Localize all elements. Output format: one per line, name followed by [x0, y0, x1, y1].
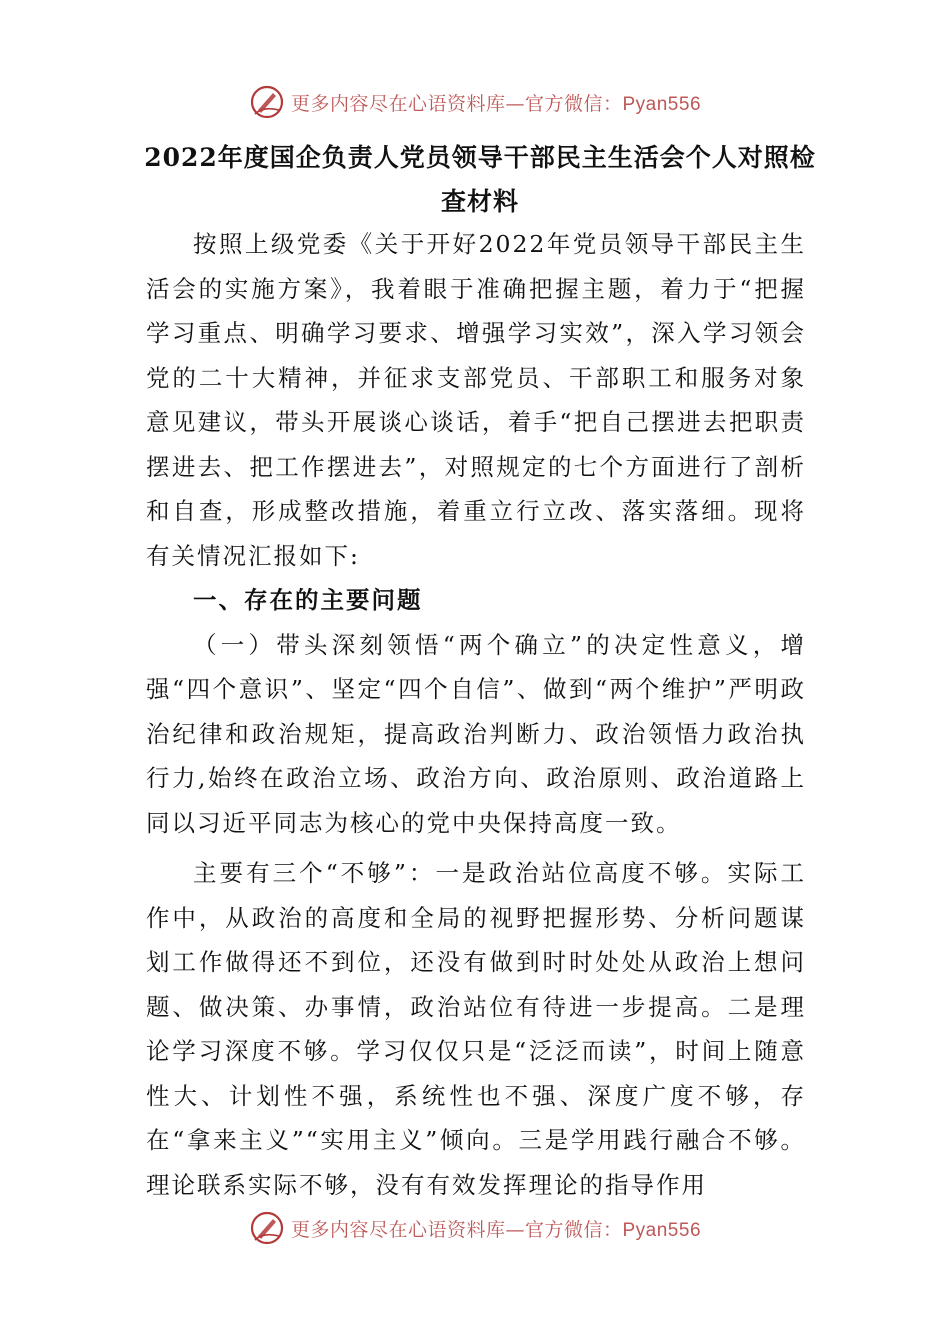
watermark-id: Pyan556 — [622, 93, 702, 115]
subsection-paragraph — [146, 623, 806, 846]
watermark-banner-bottom — [0, 1208, 950, 1248]
pen-logo-icon — [249, 1210, 285, 1246]
watermark-text: 更多内容尽在心语资料库—官方微信： — [290, 1218, 623, 1241]
document-title: 2022年度国企负责人党员领导干部民主生活会个人对照检查材料 — [144, 143, 816, 216]
intro-paragraph: 按照上级党委《关于开好2022年党员领导干部民主生活会的实施方案》，我着眼于准确把握主题，着力于“把握学习重点、明确学习要求、增强学习实效”，深入学习领会党的二十大精神，并征求支部党员、干部职工和服务对象意见建议，带头开展谈心谈话，着手“把自己摆进去把职责摆进去、把工作摆进去”，对照规定的七个方面进行了剖析和自查，形成整改措施，着重立行立改、落实落细。现将有关情况汇报如下: — [146, 230, 806, 570]
problems-paragraph: 主要有三个“不够”：一是政治站位高度不够。实际工作中，从政治的高度和全局的视野把握形势、分析问题谋划工作做得还不到位，还没有做到时时处处从政治上想问题、做决策、办事情，政治站位有待进一步提高。二是理论学习深度不够。学习仅仅只是“泛泛而读”，时间上随意性大、计划性不强，系统性也不强、深度广度不够，存在“拿来主义”“实用主义”倾向。三是学用践行融合不够。理论联系实际不够，没有有效发挥理论的指导作用 — [146, 859, 806, 1199]
watermark-banner-top — [0, 82, 950, 122]
watermark-id: Pyan556 — [622, 1219, 702, 1241]
document-body — [146, 222, 806, 1207]
pen-logo-icon — [249, 84, 285, 120]
subsection-heading: （一）带头深刻领悟“两个确立”的决定性意义，增强“四个意识”、坚定“四个自信”、做到“两个维护” — [146, 630, 806, 703]
subsection-text: 严明政治纪律和政治规矩，提高政治判断力、政治领悟力政治执行力,始终在政治立场、政治方向、政治原则、政治道路上同以习近平同志为核心的党中央保持高度一致。 — [146, 675, 807, 837]
watermark-text: 更多内容尽在心语资料库—官方微信： — [290, 92, 623, 115]
section-heading: 一、存在的主要问题 — [193, 586, 423, 614]
